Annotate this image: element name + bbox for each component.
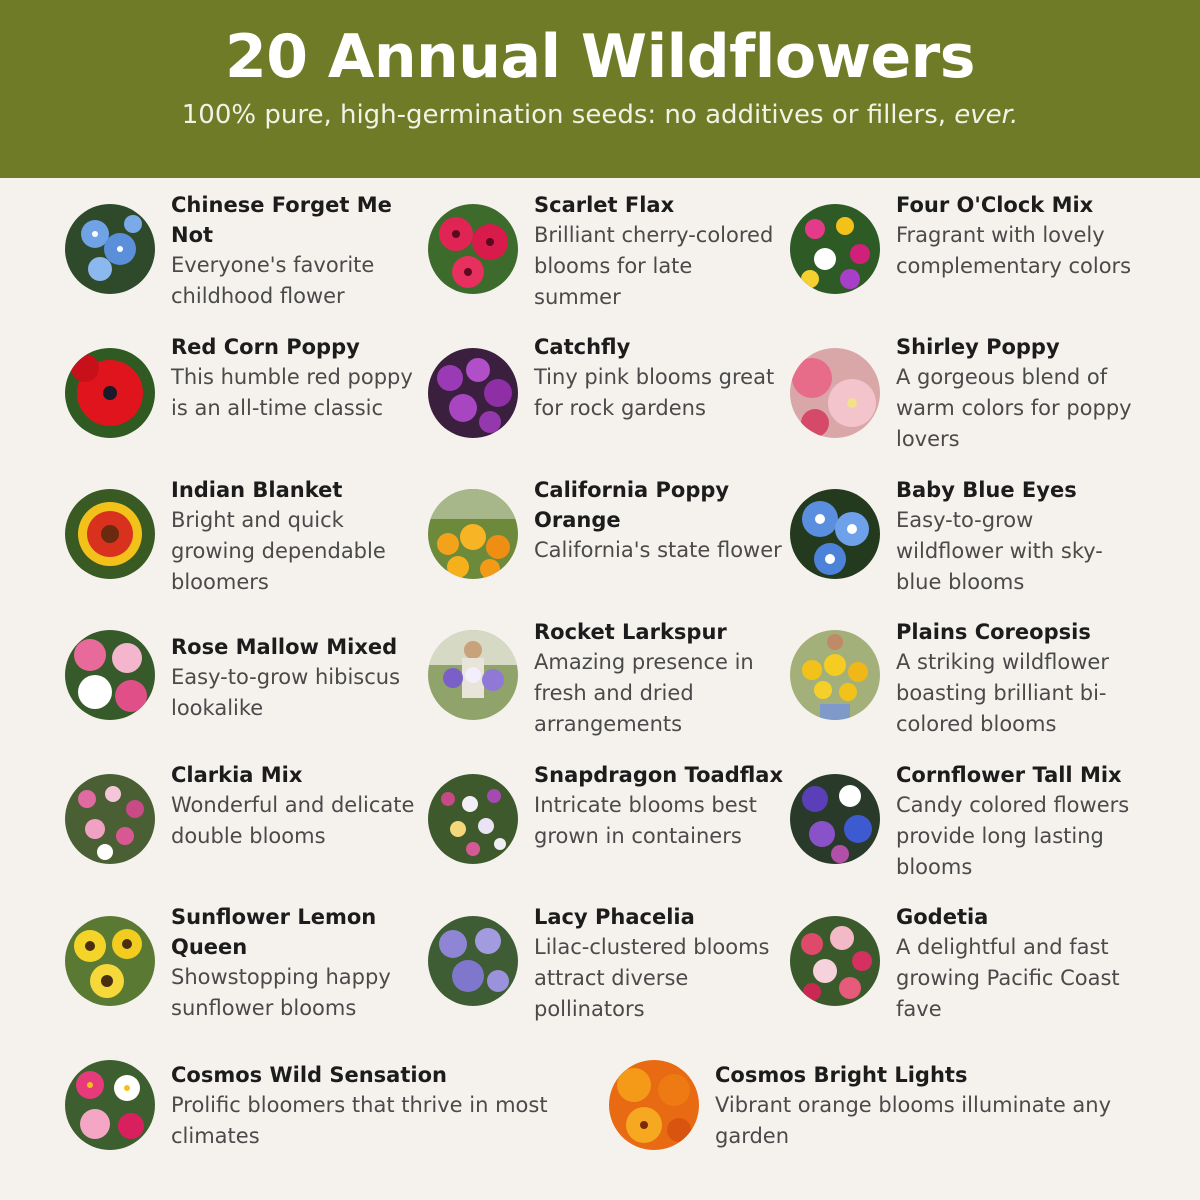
flower-text xyxy=(171,760,421,852)
flower-text xyxy=(534,190,784,313)
flower-item xyxy=(790,332,1150,462)
flower-text xyxy=(171,332,421,424)
flower-description: Bright and quick growing dependable bloomers xyxy=(171,508,386,594)
flower-name: Sunflower Lemon Queen xyxy=(171,905,377,959)
flower-item xyxy=(65,475,425,605)
flower-description: California's state flower xyxy=(534,538,782,562)
flower-description: This humble red poppy is an all-time classic xyxy=(171,365,413,420)
toadflax-photo-icon xyxy=(428,774,518,864)
flower-text xyxy=(171,902,421,1024)
flower-text xyxy=(896,332,1146,455)
flower-name: Four O'Clock Mix xyxy=(896,193,1094,217)
flower-description: Prolific bloomers that thrive in most climates xyxy=(171,1093,548,1148)
flower-description: Fragrant with lovely complementary colors xyxy=(896,223,1132,278)
pink-white-mallow-photo-icon xyxy=(65,630,155,720)
subtitle-emphasis: ever. xyxy=(954,100,1019,130)
flower-text xyxy=(896,902,1146,1025)
flower-description: Intricate blooms best grown in containers xyxy=(534,793,757,848)
pink-poppy-photo-icon xyxy=(790,348,880,438)
flower-text xyxy=(896,617,1146,740)
pink-cosmos-photo-icon xyxy=(65,1060,155,1150)
flower-name: Lacy Phacelia xyxy=(534,905,695,929)
sky-blue-blossom-photo-icon xyxy=(790,489,880,579)
sunflower-photo-icon xyxy=(65,916,155,1006)
flower-name: Cornflower Tall Mix xyxy=(896,763,1122,787)
flower-item xyxy=(65,190,425,320)
flower-name: California Poppy Orange xyxy=(534,478,730,532)
flower-item xyxy=(428,760,788,890)
flower-description: Brilliant cherry-colored blooms for late summer xyxy=(534,223,774,309)
flower-name: Snapdragon Toadflax xyxy=(534,763,784,787)
flower-name: Cosmos Wild Sensation xyxy=(171,1063,447,1087)
mixed-blossom-photo-icon xyxy=(790,204,880,294)
flower-item xyxy=(428,902,788,1032)
flower-description: Easy-to-grow wildflower with sky-blue blooms xyxy=(896,508,1103,594)
flower-item xyxy=(428,332,788,462)
flower-name: Indian Blanket xyxy=(171,478,343,502)
orange-poppy-photo-icon xyxy=(428,489,518,579)
flower-item xyxy=(428,617,788,747)
flower-description: Tiny pink blooms great for rock gardens xyxy=(534,365,775,420)
flower-item xyxy=(790,760,1150,890)
flower-name: Clarkia Mix xyxy=(171,763,303,787)
flower-text xyxy=(896,190,1146,282)
flower-item xyxy=(65,1060,585,1170)
flower-name: Scarlet Flax xyxy=(534,193,675,217)
pink-clarkia-photo-icon xyxy=(65,774,155,864)
flower-text xyxy=(534,617,784,740)
flower-name: Cosmos Bright Lights xyxy=(715,1063,968,1087)
red-blossom-photo-icon xyxy=(428,204,518,294)
flower-text xyxy=(896,475,1146,598)
flower-description: Everyone's favorite childhood flower xyxy=(171,253,375,308)
flower-text xyxy=(171,1060,591,1152)
flower-text xyxy=(534,902,784,1025)
purple-cluster-photo-icon xyxy=(428,348,518,438)
flower-text xyxy=(534,332,784,424)
flower-description: Easy-to-grow hibiscus lookalike xyxy=(171,665,401,720)
flower-item xyxy=(790,475,1150,605)
flower-text xyxy=(896,760,1146,883)
flower-item xyxy=(428,190,788,320)
flower-item xyxy=(65,760,425,890)
flower-name: Rose Mallow Mixed xyxy=(171,635,398,659)
blue-blossom-photo-icon xyxy=(65,204,155,294)
flower-item xyxy=(609,1060,1149,1170)
flower-description: Showstopping happy sunflower blooms xyxy=(171,965,391,1020)
flower-description: Lilac-clustered blooms attract diverse pollinators xyxy=(534,935,770,1021)
flower-description: Vibrant orange blooms illuminate any garden xyxy=(715,1093,1112,1148)
flower-name: Red Corn Poppy xyxy=(171,335,360,359)
flower-text xyxy=(534,475,784,566)
page-title: 20 Annual Wildflowers xyxy=(225,22,975,92)
cornflower-photo-icon xyxy=(790,774,880,864)
flower-name: Chinese Forget Me Not xyxy=(171,193,392,247)
flower-item xyxy=(65,630,425,730)
flower-text xyxy=(171,632,421,724)
flower-description: Wonderful and delicate double blooms xyxy=(171,793,415,848)
flower-text xyxy=(171,190,421,312)
flower-description: A striking wildflower boasting brilliant bi-colored blooms xyxy=(896,650,1109,736)
coreopsis-bouquet-photo-icon xyxy=(790,630,880,720)
page-subtitle xyxy=(0,100,1200,130)
red-yellow-daisy-photo-icon xyxy=(65,489,155,579)
flower-item xyxy=(428,475,788,605)
flower-item xyxy=(790,617,1150,747)
flower-name: Shirley Poppy xyxy=(896,335,1060,359)
flower-item xyxy=(790,190,1150,320)
flower-item xyxy=(65,332,425,462)
flower-name: Plains Coreopsis xyxy=(896,620,1091,644)
flower-name: Rocket Larkspur xyxy=(534,620,727,644)
subtitle-main: 100% pure, high-germination seeds: no additives or fillers, xyxy=(181,100,947,130)
red-poppy-photo-icon xyxy=(65,348,155,438)
flower-item xyxy=(65,902,425,1032)
flower-name: Catchfly xyxy=(534,335,631,359)
flower-name: Baby Blue Eyes xyxy=(896,478,1077,502)
flower-name: Godetia xyxy=(896,905,989,929)
flower-description: Candy colored flowers provide long lasting blooms xyxy=(896,793,1130,879)
larkspur-bouquet-photo-icon xyxy=(428,630,518,720)
flower-description: A delightful and fast growing Pacific Coast fave xyxy=(896,935,1120,1021)
phacelia-photo-icon xyxy=(428,916,518,1006)
godetia-photo-icon xyxy=(790,916,880,1006)
flower-description: A gorgeous blend of warm colors for poppy lovers xyxy=(896,365,1132,451)
torn-edge-divider xyxy=(0,150,1200,190)
flower-item xyxy=(790,902,1150,1032)
orange-cosmos-photo-icon xyxy=(609,1060,699,1150)
flower-text xyxy=(171,475,421,598)
flower-text xyxy=(534,760,784,852)
flower-description: Amazing presence in fresh and dried arrangements xyxy=(534,650,754,736)
flower-text xyxy=(715,1060,1135,1152)
